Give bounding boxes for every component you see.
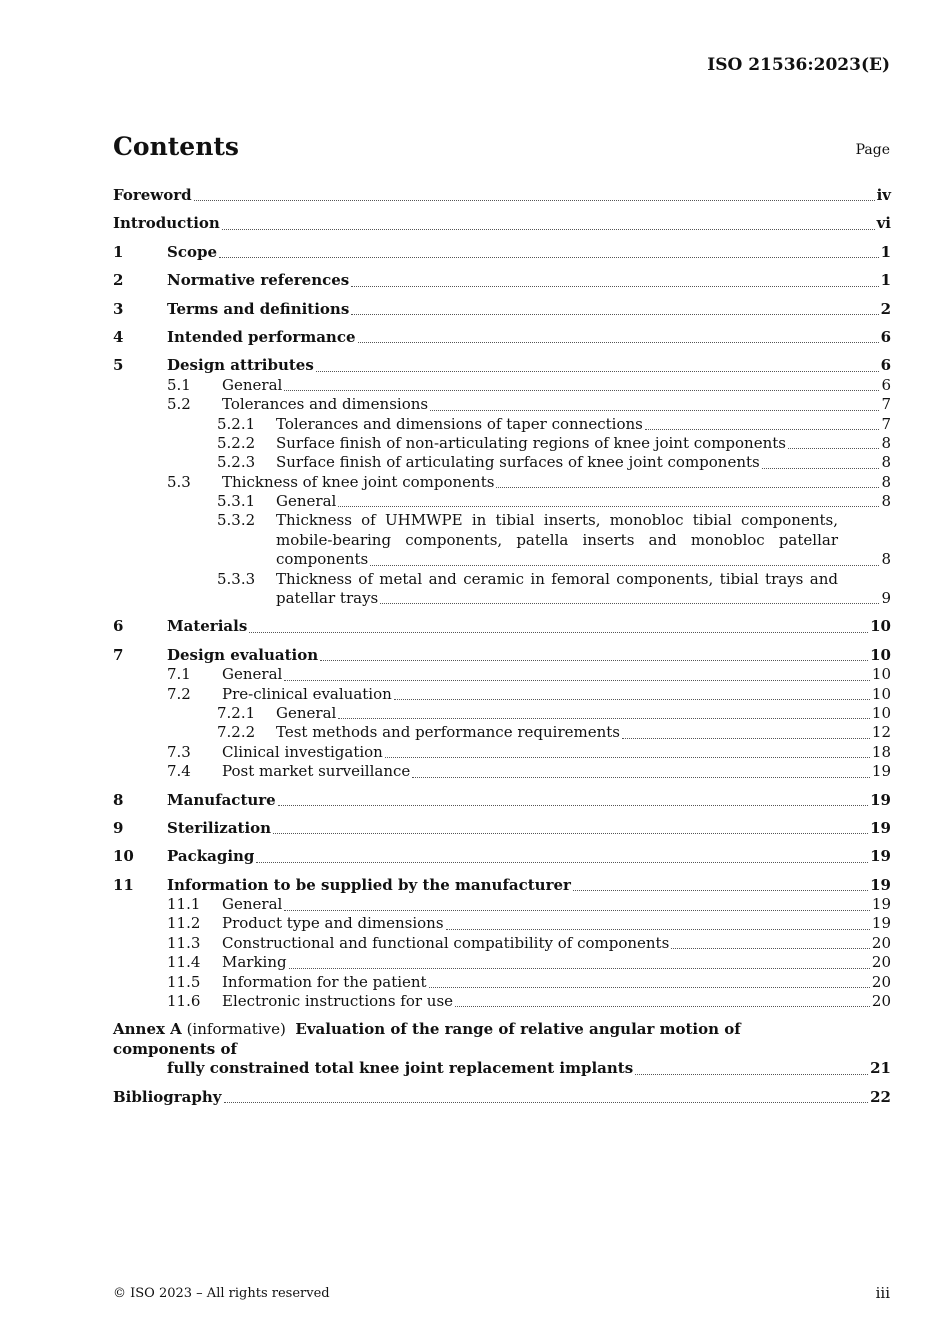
toc-entry-11-2[interactable]	[113, 915, 891, 934]
toc-number: 7.4	[167, 762, 191, 781]
toc-title: Normative references	[167, 271, 350, 290]
toc-entry-5-3-3[interactable]	[113, 570, 891, 609]
toc-number: 5.3	[167, 472, 191, 491]
toc-entry-foreword[interactable]	[113, 186, 891, 205]
toc-title: Bibliography	[113, 1087, 222, 1106]
toc-page: 8	[881, 550, 891, 569]
toc-number: 11.2	[167, 914, 201, 933]
annex-type: (informative)	[186, 1020, 286, 1039]
toc-number: 6	[113, 617, 124, 636]
annex-title-line: fully constrained total knee joint replacement implants	[167, 1059, 634, 1078]
toc-leader	[446, 929, 870, 930]
toc-entry-5-2-2[interactable]	[113, 434, 891, 453]
toc-leader	[320, 660, 868, 661]
toc-page: 6	[880, 356, 891, 375]
toc-title: Terms and definitions	[167, 299, 350, 318]
toc-entry-9[interactable]	[113, 819, 891, 838]
toc-page: 12	[871, 723, 891, 742]
toc-leader	[224, 1102, 869, 1103]
toc-title: Test methods and performance requirements	[276, 723, 620, 742]
toc-number: 2	[113, 271, 124, 290]
toc-page: 8	[881, 492, 891, 511]
toc-leader	[671, 948, 870, 949]
toc-title: Surface finish of non-articulating regions of knee joint components	[276, 433, 786, 452]
toc-page: 19	[870, 790, 891, 809]
page-column-label: Page	[855, 142, 890, 158]
toc-page: 20	[871, 933, 891, 952]
toc-number: 11.6	[167, 992, 201, 1011]
toc-leader	[351, 286, 878, 287]
toc-page: 2	[880, 299, 891, 318]
toc-entry-5-2-3[interactable]	[113, 453, 891, 472]
toc-page: 1	[880, 242, 891, 261]
toc-number: 5.2.2	[217, 433, 256, 452]
toc-entry-7-2-1[interactable]	[113, 704, 891, 723]
toc-title: Manufacture	[167, 790, 276, 809]
toc-title: Design attributes	[167, 356, 314, 375]
toc-entry-3[interactable]	[113, 300, 891, 319]
doc-id: ISO 21536:2023(E)	[707, 55, 890, 75]
toc-leader	[316, 371, 879, 372]
toc-leader	[394, 699, 870, 700]
toc-title: Marking	[222, 953, 287, 972]
toc-number: 3	[113, 299, 124, 318]
toc-page: vi	[876, 214, 891, 233]
toc-leader	[338, 718, 870, 719]
annex-label: Annex A	[113, 1020, 182, 1039]
toc-title: Constructional and functional compatibility of components	[222, 933, 670, 952]
toc-page: 10	[871, 684, 891, 703]
toc-title: Information for the patient	[222, 972, 427, 991]
toc-title: Product type and dimensions	[222, 914, 444, 933]
toc-page: 9	[881, 589, 891, 608]
toc-title: General	[276, 703, 337, 722]
toc-number: 7.2	[167, 684, 191, 703]
toc-leader	[762, 468, 880, 469]
toc-leader	[278, 805, 868, 806]
toc-page: 6	[881, 375, 891, 394]
toc-entry-11[interactable]	[113, 876, 891, 895]
toc-number: 8	[113, 790, 124, 809]
toc-entry-7-3[interactable]	[113, 743, 891, 762]
toc-number: 7.2.1	[217, 703, 256, 722]
toc-leader	[496, 487, 879, 488]
toc-leader	[273, 833, 868, 834]
toc-number: 11	[113, 875, 134, 894]
toc-number: 11.3	[167, 933, 201, 952]
toc-title: Electronic instructions for use	[222, 992, 454, 1011]
toc-leader	[370, 565, 879, 566]
toc-entry-7-2[interactable]	[113, 685, 891, 704]
toc-leader	[385, 757, 870, 758]
toc-entry-11-4[interactable]	[113, 953, 891, 972]
toc-number: 5.3.3	[217, 569, 256, 588]
toc-leader	[622, 738, 870, 739]
toc-entry-4[interactable]	[113, 328, 891, 347]
toc-title: General	[222, 895, 283, 914]
toc-leader	[284, 910, 870, 911]
table-of-contents	[113, 186, 891, 1107]
toc-page: 6	[880, 327, 891, 346]
toc-page: 21	[870, 1059, 891, 1078]
toc-page: 18	[871, 742, 891, 761]
toc-title: Pre-clinical evaluation	[222, 684, 392, 703]
toc-number: 7	[113, 645, 124, 664]
toc-title: Information to be supplied by the manufacturer	[167, 875, 571, 894]
toc-number: 5.2.3	[217, 453, 256, 472]
toc-number: 5.2.1	[217, 414, 256, 433]
toc-title: Clinical investigation	[222, 742, 383, 761]
toc-title: Design evaluation	[167, 645, 319, 664]
toc-page: 19	[870, 847, 891, 866]
toc-title-line: mobile-bearing components, patella inserts and monobloc patellar	[276, 530, 838, 549]
toc-page: 19	[871, 762, 891, 781]
toc-page: 10	[870, 645, 891, 664]
footer-copyright: © ISO 2023 – All rights reserved	[113, 1286, 330, 1301]
toc-title: Foreword	[113, 185, 192, 204]
toc-page: 19	[871, 914, 891, 933]
toc-entry-introduction[interactable]	[113, 214, 891, 233]
toc-entry-5-2-1[interactable]	[113, 415, 891, 434]
footer-page-number: iii	[875, 1284, 890, 1302]
toc-page: 20	[871, 992, 891, 1011]
toc-page: 22	[870, 1087, 891, 1106]
toc-page: 7	[881, 414, 891, 433]
toc-number: 9	[113, 818, 124, 837]
toc-entry-5-2[interactable]	[113, 395, 891, 414]
toc-leader	[358, 342, 879, 343]
toc-title: Introduction	[113, 214, 220, 233]
toc-page: 10	[871, 703, 891, 722]
toc-leader	[573, 890, 868, 891]
toc-title-line: Thickness of metal and ceramic in femoral components, tibial trays and	[276, 569, 838, 588]
toc-leader	[284, 680, 870, 681]
toc-entry-11-3[interactable]	[113, 934, 891, 953]
toc-entry-5[interactable]	[113, 356, 891, 375]
toc-page: 8	[881, 453, 891, 472]
toc-title-line: Thickness of UHMWPE in tibial inserts, monobloc tibial components,	[276, 511, 838, 530]
toc-entry-annex-a[interactable]	[113, 1020, 891, 1078]
toc-entry-11-1[interactable]	[113, 895, 891, 914]
toc-entry-1[interactable]	[113, 243, 891, 262]
toc-number: 11.5	[167, 972, 201, 991]
toc-page: 19	[870, 818, 891, 837]
toc-number: 4	[113, 327, 124, 346]
toc-number: 1	[113, 242, 124, 261]
toc-page: 8	[881, 433, 891, 452]
toc-entry-2[interactable]	[113, 271, 891, 290]
toc-leader	[429, 987, 870, 988]
toc-leader	[249, 632, 868, 633]
toc-entry-5-3-1[interactable]	[113, 492, 891, 511]
toc-leader	[645, 429, 880, 430]
toc-leader	[256, 862, 868, 863]
toc-entry-8[interactable]	[113, 791, 891, 810]
toc-leader	[635, 1074, 868, 1075]
toc-leader	[788, 448, 879, 449]
toc-page: 1	[880, 271, 891, 290]
toc-title-line: components	[276, 550, 369, 569]
toc-leader	[351, 314, 878, 315]
toc-number: 5.3.2	[217, 511, 256, 530]
toc-number: 10	[113, 847, 134, 866]
toc-number: 5	[113, 356, 124, 375]
toc-page: 19	[871, 895, 891, 914]
toc-entry-7[interactable]	[113, 646, 891, 665]
toc-entry-5-3-2[interactable]	[113, 511, 891, 569]
contents-title: Contents	[113, 132, 240, 161]
toc-title: Thickness of knee joint components	[222, 472, 495, 491]
toc-entry-7-2-2[interactable]	[113, 723, 891, 742]
toc-entry-5-3[interactable]	[113, 473, 891, 492]
toc-title: Tolerances and dimensions of taper connections	[276, 414, 643, 433]
toc-page: 8	[881, 472, 891, 491]
toc-entry-5-1[interactable]	[113, 376, 891, 395]
toc-title: General	[222, 665, 283, 684]
toc-title: General	[276, 492, 337, 511]
toc-number: 5.1	[167, 375, 191, 394]
toc-title: Scope	[167, 242, 218, 261]
toc-number: 7.1	[167, 665, 191, 684]
toc-page: iv	[876, 185, 891, 204]
toc-entry-11-6[interactable]	[113, 992, 891, 1011]
toc-title: Surface finish of articulating surfaces of knee joint components	[276, 453, 760, 472]
toc-entry-7-4[interactable]	[113, 762, 891, 781]
annex-title-line: Evaluation of the range of relative angular motion of components of	[113, 1020, 741, 1058]
toc-entry-11-5[interactable]	[113, 973, 891, 992]
toc-page: 20	[871, 953, 891, 972]
toc-leader	[455, 1006, 870, 1007]
toc-leader	[222, 229, 875, 230]
toc-number: 5.3.1	[217, 492, 256, 511]
toc-number: 7.3	[167, 742, 191, 761]
toc-page: 20	[871, 972, 891, 991]
toc-leader	[430, 410, 879, 411]
toc-page: 10	[870, 617, 891, 636]
toc-number: 7.2.2	[217, 723, 256, 742]
toc-entry-7-1[interactable]	[113, 665, 891, 684]
toc-page: 19	[870, 875, 891, 894]
toc-leader	[338, 506, 879, 507]
toc-title: Post market surveillance	[222, 762, 411, 781]
toc-entry-10[interactable]	[113, 847, 891, 866]
toc-entry-bibliography[interactable]	[113, 1088, 891, 1107]
toc-title: Tolerances and dimensions	[222, 395, 429, 414]
toc-page: 10	[871, 665, 891, 684]
toc-title-line: patellar trays	[276, 589, 379, 608]
toc-title: Intended performance	[167, 327, 356, 346]
toc-leader	[289, 968, 870, 969]
toc-title: Materials	[167, 617, 248, 636]
toc-leader	[380, 603, 879, 604]
toc-title: Packaging	[167, 847, 255, 866]
toc-entry-6[interactable]	[113, 617, 891, 636]
toc-number: 5.2	[167, 395, 191, 414]
toc-number: 11.4	[167, 953, 201, 972]
toc-title: Sterilization	[167, 818, 272, 837]
toc-page: 7	[881, 395, 891, 414]
toc-leader	[412, 777, 870, 778]
toc-leader	[194, 200, 875, 201]
toc-leader	[219, 257, 879, 258]
toc-number: 11.1	[167, 895, 201, 914]
toc-leader	[284, 390, 879, 391]
toc-title: General	[222, 375, 283, 394]
